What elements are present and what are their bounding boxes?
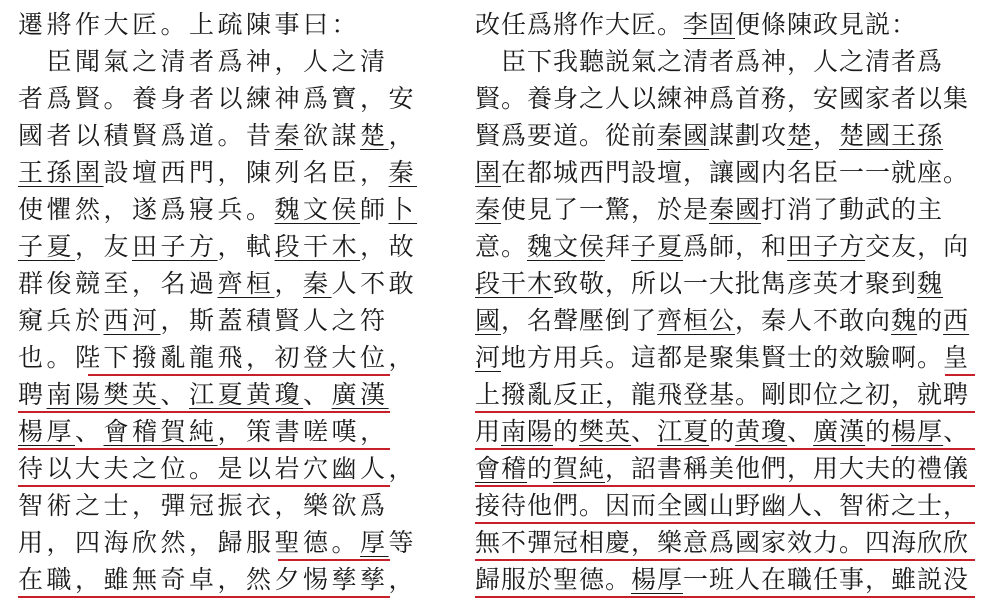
proper-noun-underlined: 魏 xyxy=(891,306,918,335)
classical-text-column xyxy=(18,8,418,600)
proper-noun-underlined: 楊厚 xyxy=(891,417,944,446)
text-run: ，斯蓋積賢人之符 xyxy=(160,306,389,335)
text-run: 打消了動武的主 xyxy=(761,195,944,224)
proper-noun-underlined: 子夏 xyxy=(18,232,76,261)
text-run: ，策書嗟嘆， xyxy=(217,417,389,446)
proper-noun-underlined: 廣漢 xyxy=(331,380,389,409)
text-run: ，名聲壓倒了 xyxy=(501,306,658,335)
text-line xyxy=(475,563,975,600)
text-run: 設壇西門，陳列名臣， xyxy=(103,158,389,187)
text-line xyxy=(475,82,975,119)
text-line xyxy=(18,378,403,415)
text-run: 也。陛下撥亂龍飛，初登大位， xyxy=(18,343,418,372)
text-run: 賢。養身之人以練神爲首務，安國家者以集 xyxy=(475,84,970,113)
text-line xyxy=(18,452,418,489)
text-run: 人不敢 xyxy=(331,269,418,298)
proper-noun-underlined: 子夏 xyxy=(631,232,684,261)
text-line xyxy=(475,193,975,230)
proper-noun-underlined: 李固 xyxy=(683,10,736,39)
proper-noun-underlined: 樊英 xyxy=(579,417,632,446)
red-highlight-rule xyxy=(88,374,390,376)
red-highlight-rule xyxy=(475,485,975,487)
text-run: 上撥亂反正，龍飛登基。剛即位之初，就聘 xyxy=(475,380,970,409)
proper-noun-underlined: 河 xyxy=(475,343,502,372)
text-line xyxy=(18,489,403,526)
proper-noun-underlined: 秦 xyxy=(388,158,418,187)
text-run: 的 xyxy=(865,417,892,446)
text-run: 、 xyxy=(631,417,658,446)
text-line xyxy=(475,304,975,341)
proper-noun-underlined: 田子方 xyxy=(132,232,218,261)
proper-noun-underlined: 秦 xyxy=(475,195,502,224)
text-run: ，友 xyxy=(75,232,133,261)
text-line xyxy=(475,119,975,156)
text-run: ，詔書稱美他們，用大夫的禮儀 xyxy=(605,454,970,483)
red-highlight-rule xyxy=(18,596,390,598)
text-run: 改任爲將作大匠。 xyxy=(475,10,684,39)
text-run: 使懼然，遂爲寢兵。 xyxy=(18,195,275,224)
text-run: 、 xyxy=(75,417,104,446)
text-line xyxy=(475,415,975,452)
text-run: 的 xyxy=(553,417,580,446)
text-line xyxy=(475,230,975,267)
proper-noun-underlined: 南陽 xyxy=(46,380,104,409)
proper-noun-underlined: 段干木 xyxy=(274,232,361,261)
red-highlight-rule xyxy=(475,448,975,450)
text-run: 的 xyxy=(709,417,736,446)
proper-noun-underlined: 秦國 xyxy=(657,121,710,150)
text-run: 等 xyxy=(388,528,418,557)
proper-noun-underlined: 魏文侯 xyxy=(527,232,606,261)
text-run: 師 xyxy=(360,195,389,224)
proper-noun-underlined: 楊厚 xyxy=(18,417,76,446)
translation-text-column xyxy=(475,8,975,600)
text-run: 無不彈冠相慶，樂意爲國家效力。四海欣欣 xyxy=(475,528,970,557)
red-highlight-rule xyxy=(18,411,390,413)
text-run: 、 xyxy=(943,417,970,446)
proper-noun-underlined: 西河 xyxy=(103,306,161,335)
red-highlight-rule xyxy=(475,411,975,413)
red-highlight-rule xyxy=(475,559,975,561)
text-run: 在職，雖無奇卓，然夕惕孳孳， xyxy=(18,565,418,594)
text-run: 致敬，所以一大批雋彦英才聚到 xyxy=(553,269,918,298)
proper-noun-underlined: 楚 xyxy=(360,121,389,150)
proper-noun-underlined: 國 xyxy=(475,306,502,335)
proper-noun-underlined: 秦國 xyxy=(709,195,762,224)
text-run: 的 xyxy=(917,306,944,335)
text-run: 者爲賢。養身者以練神爲寶，安 xyxy=(18,84,418,113)
text-run: ，軾 xyxy=(217,232,275,261)
proper-noun-underlined: 段干木 xyxy=(475,269,554,298)
text-run: 欲謀 xyxy=(303,121,361,150)
red-highlight-rule xyxy=(18,485,390,487)
text-run: ， xyxy=(274,269,304,298)
text-run: 便條陳政見説： xyxy=(735,10,918,39)
proper-noun-underlined: 楊厚 xyxy=(631,565,684,594)
text-run: 爲師，和 xyxy=(683,232,788,261)
proper-noun-underlined: 會稽 xyxy=(475,454,528,483)
text-line xyxy=(475,267,975,304)
text-line xyxy=(18,267,418,304)
text-line xyxy=(475,526,975,563)
text-run: 意。 xyxy=(475,232,528,261)
text-run: 的 xyxy=(527,454,554,483)
text-run: 遷將作大匠。上疏陳事曰： xyxy=(18,10,361,39)
text-run: 智術之士，彈冠振衣，樂欲爲 xyxy=(18,491,389,520)
text-run: 拜 xyxy=(605,232,632,261)
text-run: 、 xyxy=(787,417,814,446)
red-highlight-rule xyxy=(945,374,975,376)
red-highlight-rule xyxy=(18,448,390,450)
proper-noun-underlined: 賀純 xyxy=(160,417,218,446)
proper-noun-underlined: 秦 xyxy=(274,121,304,150)
proper-noun-underlined: 田子方 xyxy=(787,232,866,261)
text-line xyxy=(18,119,418,156)
proper-noun-underlined: 齊桓公 xyxy=(657,306,736,335)
proper-noun-underlined: 魏文侯 xyxy=(274,195,361,224)
proper-noun-underlined: 賀純 xyxy=(553,454,606,483)
text-line xyxy=(18,526,418,563)
text-run: 群俊競至，名過 xyxy=(18,269,218,298)
red-highlight-rule xyxy=(475,596,975,598)
text-line xyxy=(18,304,403,341)
proper-noun-underlined: 楚國 xyxy=(839,121,892,150)
red-highlight-rule xyxy=(278,559,390,561)
text-line xyxy=(18,415,403,452)
proper-noun-underlined: 楚 xyxy=(787,121,814,150)
proper-noun-underlined: 圉 xyxy=(475,158,502,187)
text-run: 用 xyxy=(475,417,502,446)
text-run: 歸服於聖德。 xyxy=(475,565,632,594)
text-run: 臣下我聽説氣之清者爲神，人之清者爲 xyxy=(475,47,944,76)
text-run: 國者以積賢爲道。昔 xyxy=(18,121,275,150)
text-run: 、 xyxy=(303,380,332,409)
text-run: 在都城西門設壇，讓國内名臣一一就座。 xyxy=(501,158,970,187)
text-run: 待以大夫之位。是以岩穴幽人， xyxy=(18,454,418,483)
text-line xyxy=(18,45,403,82)
text-run: 交友，向 xyxy=(865,232,970,261)
text-run: 一班人在職任事，雖説没 xyxy=(683,565,970,594)
proper-noun-underlined: 西 xyxy=(943,306,970,335)
text-line xyxy=(475,8,975,45)
text-line xyxy=(475,45,975,82)
text-line xyxy=(18,341,418,378)
text-run: 地方用兵。這都是聚集賢士的效驗啊。皇 xyxy=(501,343,970,372)
text-run: 使見了一驚，於是 xyxy=(501,195,710,224)
text-run: ， xyxy=(813,121,840,150)
text-line xyxy=(18,230,418,267)
proper-noun-underlined: 卜 xyxy=(388,195,418,224)
proper-noun-underlined: 江夏 xyxy=(657,417,710,446)
text-run: 、 xyxy=(160,380,190,409)
text-line xyxy=(475,378,975,415)
text-line xyxy=(475,489,975,526)
text-line xyxy=(475,341,975,378)
text-run: ，秦人不敢向 xyxy=(735,306,892,335)
text-run: 窺兵於 xyxy=(18,306,104,335)
proper-noun-underlined: 秦 xyxy=(303,269,332,298)
text-run: 謀劃攻 xyxy=(709,121,788,150)
proper-noun-underlined: 黄瓊 xyxy=(735,417,788,446)
proper-noun-underlined: 廣漢 xyxy=(813,417,866,446)
text-line xyxy=(18,193,418,230)
red-highlight-rule xyxy=(475,522,975,524)
proper-noun-underlined: 樊英 xyxy=(103,380,161,409)
proper-noun-underlined: 魏 xyxy=(917,269,944,298)
text-run: 用，四海欣然，歸服聖德。 xyxy=(18,528,361,557)
proper-noun-underlined: 會稽 xyxy=(103,417,161,446)
text-run: 賢爲要道。從前 xyxy=(475,121,658,150)
text-run: ， xyxy=(388,121,418,150)
text-line xyxy=(18,563,418,600)
text-line xyxy=(18,8,403,45)
text-line xyxy=(18,156,418,193)
text-line xyxy=(475,156,975,193)
text-run: 接待他們。因而全國山野幽人、智術之士， xyxy=(475,491,970,520)
proper-noun-underlined: 厚 xyxy=(360,528,389,557)
proper-noun-underlined: 江夏 xyxy=(189,380,247,409)
text-run: 聘 xyxy=(18,380,47,409)
text-run: 臣聞氣之清者爲神，人之清 xyxy=(18,47,389,76)
text-line xyxy=(18,82,418,119)
text-run: ，故 xyxy=(360,232,418,261)
text-line xyxy=(475,452,975,489)
proper-noun-underlined: 南陽 xyxy=(501,417,554,446)
proper-noun-underlined: 黄瓊 xyxy=(246,380,304,409)
proper-noun-underlined: 齊桓 xyxy=(217,269,275,298)
proper-noun-underlined: 王孫圉 xyxy=(18,158,104,187)
proper-noun-underlined: 王孫 xyxy=(891,121,944,150)
